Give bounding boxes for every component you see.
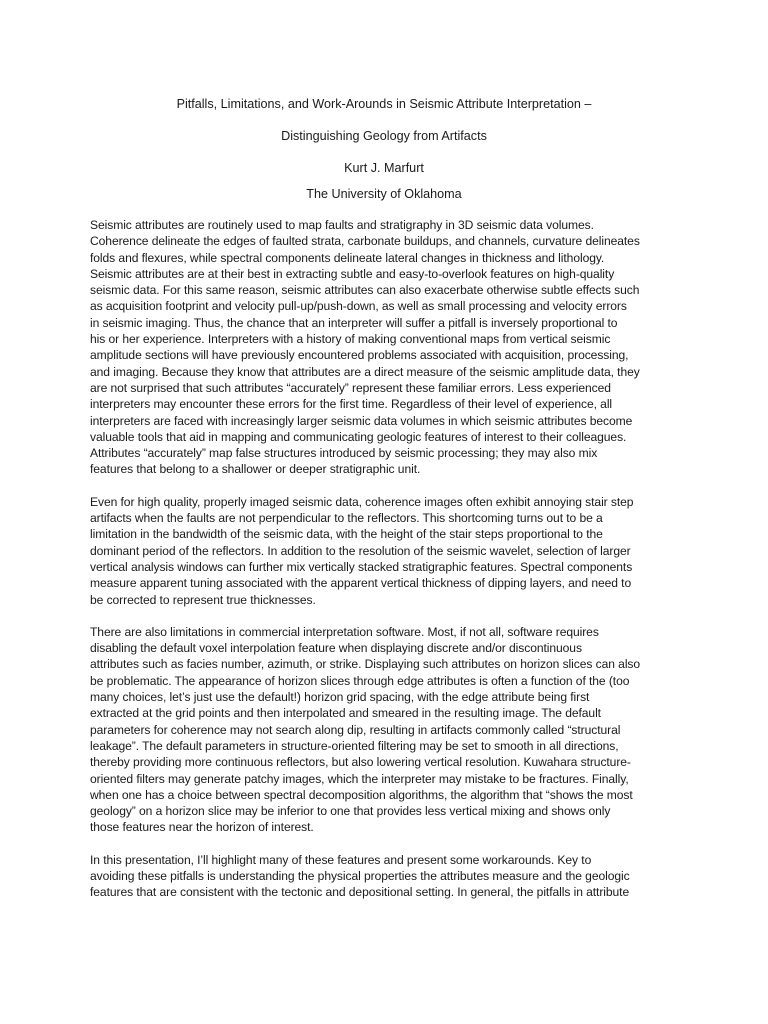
- author-affiliation: The University of Oklahoma: [306, 187, 462, 201]
- text-line: folds and flexures, while spectral components delineate lateral changes in thickness and lithology.: [90, 250, 605, 265]
- text-line: thereby providing more continuous reflectors, but also lowering vertical resolution. Kuwahara structure-: [90, 755, 631, 770]
- text-line: There are also limitations in commercial interpretation software. Most, if not all, software requires: [90, 624, 599, 639]
- text-line: dominant period of the reflectors. In addition to the resolution of the seismic wavelet, selection of larger: [90, 543, 631, 558]
- document-subtitle: Distinguishing Geology from Artifacts: [281, 129, 487, 143]
- text-line: in seismic imaging. Thus, the chance that an interpreter will suffer a pitfall is inversely proportional to: [90, 315, 618, 330]
- paragraph-4: [90, 852, 686, 901]
- text-line: leakage”. The default parameters in structure-oriented filtering may be set to smooth in all directions,: [90, 738, 619, 753]
- text-line: as acquisition footprint and velocity pull-up/push-down, as well as small processing and velocity errors: [90, 299, 627, 314]
- text-line: are not surprised that such attributes “accurately” represent these familiar errors. Less experienced: [90, 380, 611, 395]
- text-line: parameters for coherence may not search along dip, resulting in artifacts commonly called “structural: [90, 722, 621, 737]
- text-line: Attributes “accurately” map false structures introduced by seismic processing; they may also mix: [90, 446, 598, 461]
- text-line: many choices, let’s just use the default!) horizon grid spacing, with the edge attribute being first: [90, 690, 590, 705]
- text-line: be problematic. The appearance of horizon slices through edge attributes is often a function of the (too: [90, 673, 630, 688]
- document-title: Pitfalls, Limitations, and Work-Arounds in Seismic Attribute Interpretation –: [176, 97, 592, 111]
- text-line: amplitude sections will have previously encountered problems associated with acquisition, processing,: [90, 348, 629, 363]
- text-line: vertical analysis windows can further mix vertically stacked stratigraphic features. Spectral components: [90, 559, 633, 574]
- text-line: interpreters may encounter these errors for the first time. Regardless of their level of experience, all: [90, 397, 613, 412]
- text-line: measure apparent tuning associated with the apparent vertical thickness of dipping layers, and need to: [90, 576, 632, 591]
- author-name: Kurt J. Marfurt: [344, 161, 424, 175]
- text-line: his or her experience. Interpreters with a history of making conventional maps from vertical seismic: [90, 332, 611, 347]
- document-body: [90, 217, 686, 917]
- text-line: Coherence delineate the edges of faulted strata, carbonate buildups, and channels, curvature delineates: [90, 234, 640, 249]
- text-line: features that belong to a shallower or deeper stratigraphic unit.: [90, 462, 421, 477]
- text-line: oriented filters may generate patchy images, which the interpreter may mistake to be fractures. Finally,: [90, 771, 629, 786]
- text-line: disabling the default voxel interpolation feature when displaying discrete and/or discontinuous: [90, 641, 582, 656]
- paragraph-1: [90, 217, 686, 478]
- text-line: those features near the horizon of interest.: [90, 820, 314, 835]
- text-line: and imaging. Because they know that attributes are a direct measure of the seismic amplitude data, they: [90, 364, 640, 379]
- text-line: be corrected to represent true thicknesses.: [90, 592, 316, 607]
- text-line: seismic data. For this same reason, seismic attributes can also exacerbate otherwise subtle effects such: [90, 283, 640, 298]
- text-line: attributes such as facies number, azimuth, or strike. Displaying such attributes on horizon slices can also: [90, 657, 641, 672]
- text-line: valuable tools that aid in mapping and communicating geologic features of interest to their colleagues.: [90, 429, 627, 444]
- text-line: Seismic attributes are routinely used to map faults and stratigraphy in 3D seismic data volumes.: [90, 218, 594, 232]
- paragraph-2: [90, 494, 686, 608]
- text-line: when one has a choice between spectral decomposition algorithms, the algorithm that “shows the most: [90, 787, 633, 802]
- text-line: limitation in the bandwidth of the seismic data, with the height of the stair steps proportional to the: [90, 527, 603, 542]
- text-line: avoiding these pitfalls is understanding the physical properties the attributes measure and the geologic: [90, 868, 630, 883]
- text-line: In this presentation, I’ll highlight many of these features and present some workarounds. Key to: [90, 852, 592, 867]
- text-line: interpreters are faced with increasingly larger seismic data volumes in which seismic attributes become: [90, 413, 633, 428]
- text-line: Seismic attributes are at their best in extracting subtle and easy-to-overlook features on high-quality: [90, 266, 615, 281]
- text-line: features that are consistent with the tectonic and depositional setting. In general, the pitfalls in attribute: [90, 885, 630, 900]
- text-line: extracted at the grid points and then interpolated and smeared in the resulting image. The default: [90, 706, 601, 721]
- paragraph-3: [90, 624, 686, 836]
- text-line: artifacts when the faults are not perpendicular to the reflectors. This shortcoming turns out to be a: [90, 511, 603, 526]
- text-line: geology” on a horizon slice may be inferior to one that provides less vertical mixing and shows only: [90, 804, 611, 819]
- text-line: Even for high quality, properly imaged seismic data, coherence images often exhibit annoying stair step: [90, 494, 634, 509]
